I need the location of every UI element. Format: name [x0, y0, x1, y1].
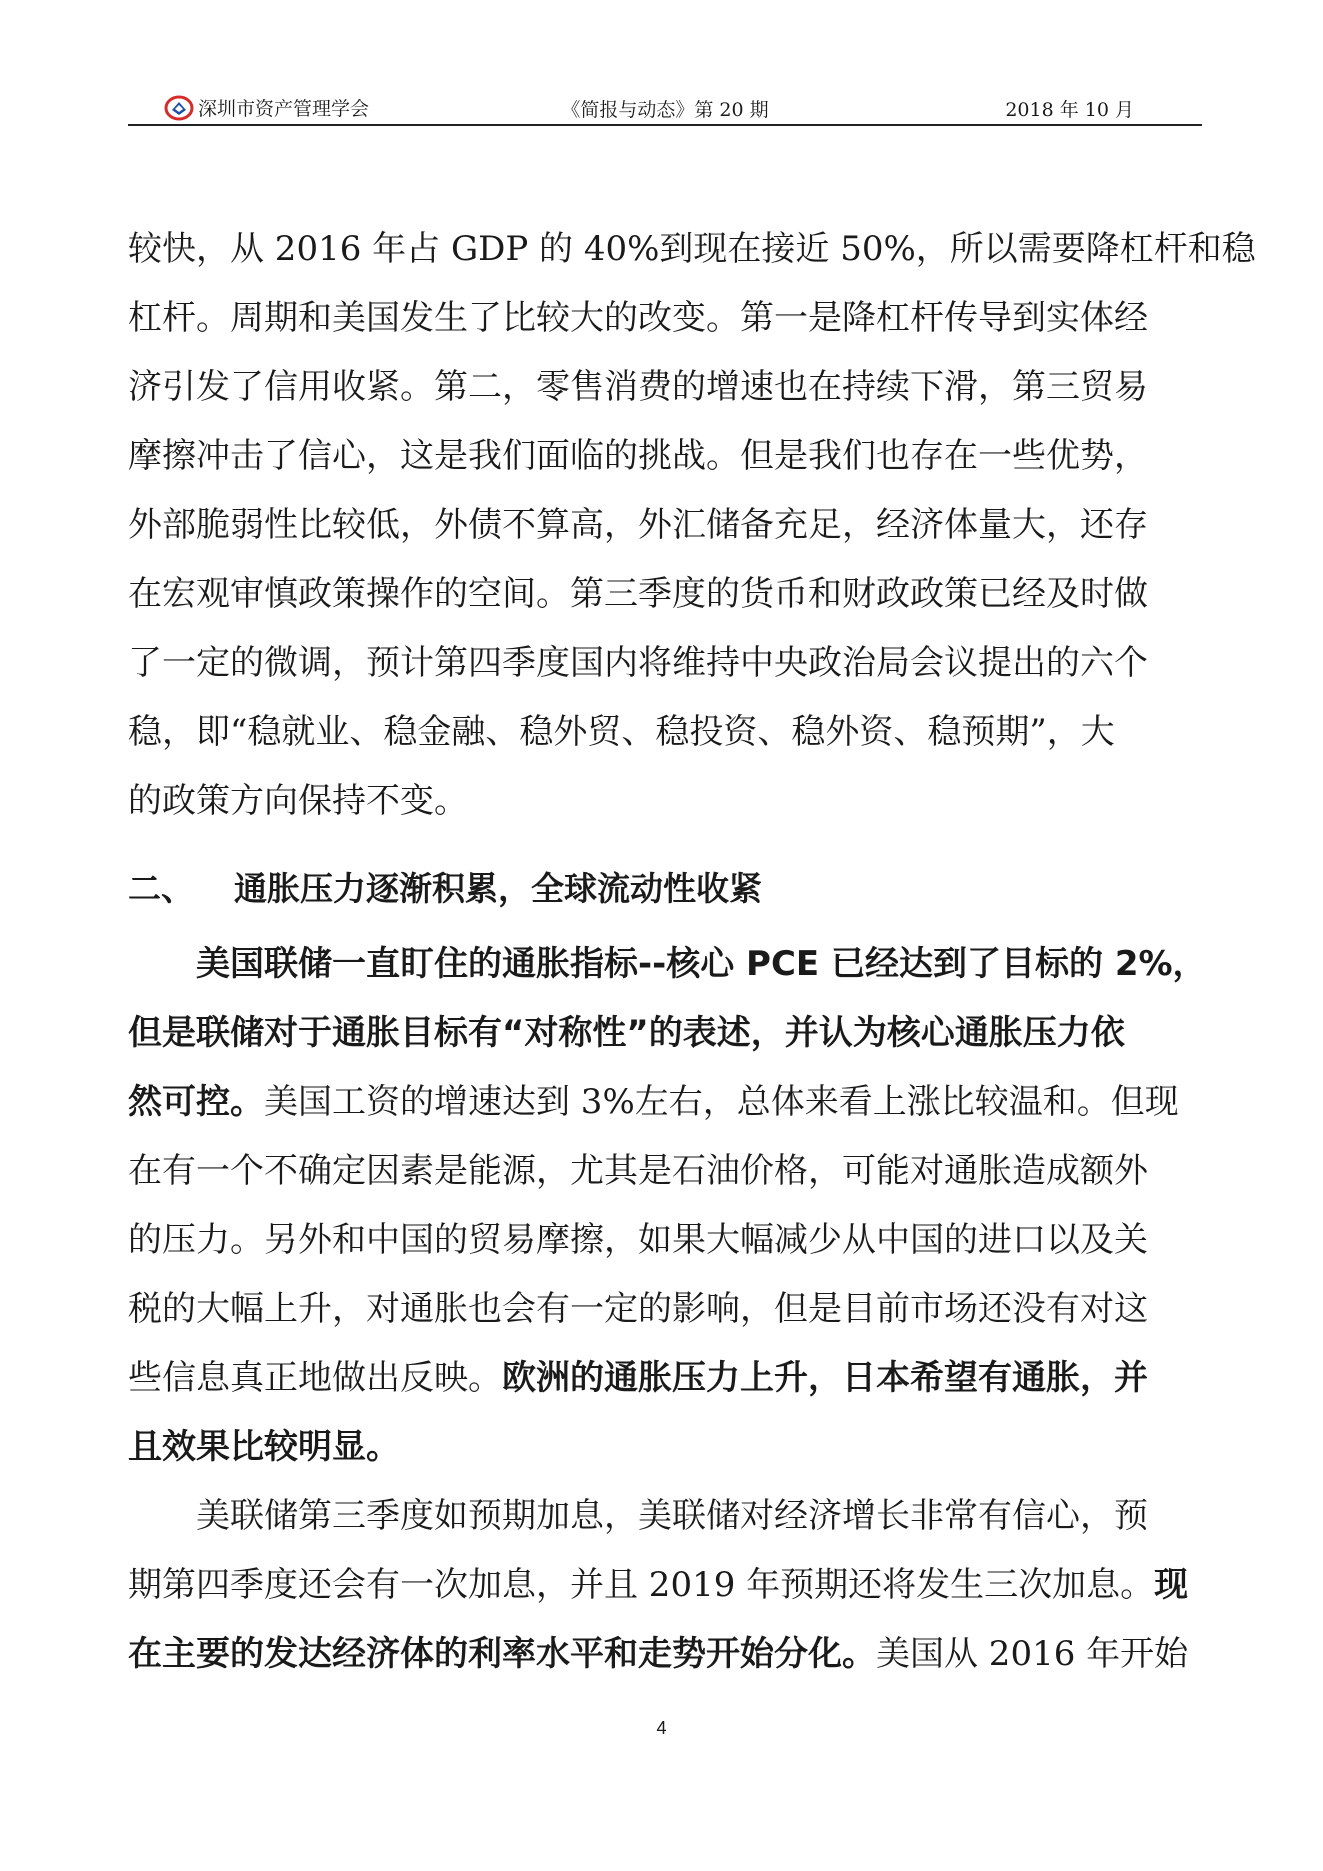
- text-span: 的政策方向保持不变。: [128, 781, 468, 821]
- text-line: [128, 1137, 1202, 1206]
- header-org-name: 深圳市资产管理学会: [198, 98, 370, 120]
- text-span: 稳，即“稳就业、稳金融、稳外贸、稳投资、稳外资、稳预期”，大: [128, 712, 1115, 752]
- section-heading: [128, 848, 1202, 930]
- text-line: [128, 1068, 1202, 1137]
- text-line: [128, 930, 1207, 999]
- text-span: 在有一个不确定因素是能源，尤其是石油价格，可能对通胀造成额外: [128, 1151, 1148, 1191]
- page-number: 4: [656, 1718, 667, 1738]
- text-line: [128, 1620, 1202, 1689]
- page-header: [128, 92, 1202, 126]
- section-heading-text: 通胀压力逐渐积累，全球流动性收紧: [234, 869, 762, 908]
- paragraph-1: [128, 215, 1256, 836]
- text-line: [128, 491, 1202, 560]
- text-line: [128, 560, 1202, 629]
- text-line: [128, 1344, 1202, 1413]
- text-line: [128, 1275, 1202, 1344]
- text-span: 美国从 2016 年开始: [876, 1634, 1189, 1674]
- bold-span: 现: [1154, 1565, 1189, 1605]
- text-line: [128, 215, 1256, 284]
- text-line: [128, 629, 1202, 698]
- document-body: [128, 215, 1256, 1689]
- text-span: 些信息真正地做出反映。: [128, 1358, 502, 1398]
- text-line: [128, 1206, 1202, 1275]
- bold-span: 在主要的发达经济体的利率水平和走势开始分化。: [128, 1634, 876, 1674]
- section-heading-number: 二、: [128, 869, 194, 908]
- text-line: [128, 284, 1202, 353]
- text-span: 了一定的微调，预计第四季度国内将维持中央政治局会议提出的六个: [128, 643, 1148, 683]
- text-span: 的压力。另外和中国的贸易摩擦，如果大幅减少从中国的进口以及关: [128, 1220, 1148, 1260]
- text-line: [128, 353, 1202, 422]
- bold-span: 欧洲的通胀压力上升，日本希望有通胀，并: [502, 1358, 1148, 1398]
- bold-span: 美国联储一直盯住的通胀指标--核心 PCE 已经达到了目标的 2%，: [196, 944, 1207, 984]
- bold-span: 且效果比较明显。: [128, 1427, 400, 1467]
- text-span: 杠杆。周期和美国发生了比较大的改变。第一是降杠杆传导到实体经: [128, 298, 1148, 338]
- text-line: [128, 767, 1202, 836]
- text-span: 期第四季度还会有一次加息，并且 2019 年预期还将发生三次加息。: [128, 1565, 1155, 1605]
- text-span: 摩擦冲击了信心，这是我们面临的挑战。但是我们也存在一些优势，: [128, 436, 1148, 476]
- text-span: 较快，从 2016 年占 GDP 的 40%到现在接近 50%，所以需要降杠杆和稳: [128, 229, 1256, 269]
- header-date: 2018 年 10 月: [1005, 99, 1134, 121]
- text-line: [128, 698, 1202, 767]
- text-line: [128, 1413, 1202, 1482]
- header-publication: 《简报与动态》第 20 期: [561, 99, 769, 121]
- text-line: [128, 999, 1202, 1068]
- text-span: 美联储第三季度如预期加息，美联储对经济增长非常有信心，预: [196, 1496, 1148, 1536]
- text-line: [128, 1482, 1202, 1551]
- text-span: 在宏观审慎政策操作的空间。第三季度的货币和财政政策已经及时做: [128, 574, 1148, 614]
- paragraph-3: [128, 1482, 1202, 1689]
- bold-span: 但是联储对于通胀目标有“对称性”的表述，并认为核心通胀压力依: [128, 1013, 1125, 1053]
- paragraph-2: [128, 930, 1207, 1482]
- text-span: 美国工资的增速达到 3%左右，总体来看上涨比较温和。但现: [264, 1082, 1179, 1122]
- text-span: 外部脆弱性比较低，外债不算高，外汇储备充足，经济体量大，还存: [128, 505, 1148, 545]
- text-line: [128, 422, 1202, 491]
- text-line: [128, 1551, 1202, 1620]
- text-span: 济引发了信用收紧。第二，零售消费的增速也在持续下滑，第三贸易: [128, 367, 1148, 407]
- text-span: 税的大幅上升，对通胀也会有一定的影响，但是目前市场还没有对这: [128, 1289, 1148, 1329]
- bold-span: 然可控。: [128, 1082, 264, 1122]
